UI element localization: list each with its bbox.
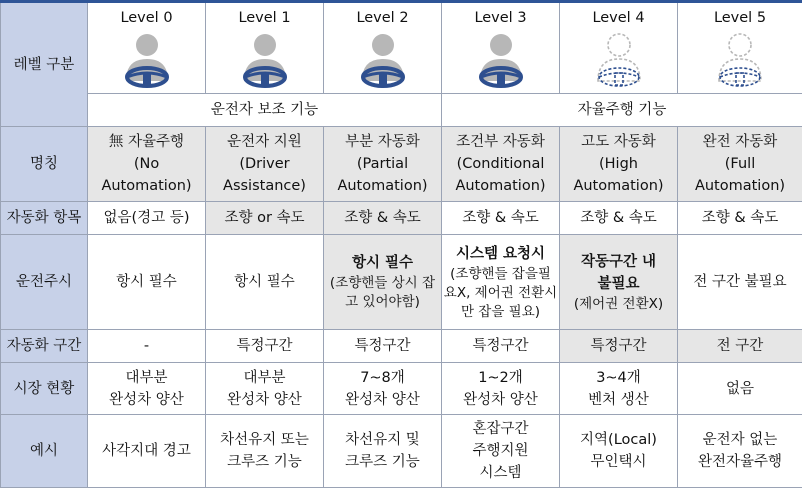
- level-0-cell: [88, 2, 206, 94]
- market-line: 대부분: [207, 367, 322, 389]
- row-header-attention: 운전주시: [1, 235, 88, 330]
- driver-hands-on-wheel-icon: [117, 31, 177, 89]
- auto-section-cell: 전 구간: [678, 330, 802, 363]
- name-cell-5: [678, 127, 802, 202]
- auto-section-cell: 특정구간: [206, 330, 324, 363]
- auto-item-cell: 조향 & 속도: [324, 202, 442, 235]
- name-en-2: Automation): [561, 175, 676, 197]
- attention-title: 작동구간 내: [561, 251, 676, 273]
- attention-title: 시스템 요청시: [443, 243, 558, 265]
- example-cell: [560, 415, 678, 488]
- driver-absent-dashed-icon: [710, 31, 770, 89]
- example-line: 지역(Local): [561, 429, 676, 451]
- driver-hands-on-wheel-icon: [235, 31, 295, 89]
- market-line: 벤처 생산: [561, 389, 676, 411]
- level-4-cell: [560, 2, 678, 94]
- market-line: 완성차 양산: [325, 389, 440, 411]
- auto-section-cell: 특정구간: [560, 330, 678, 363]
- name-en-1: (High: [561, 153, 676, 175]
- level-5-cell: [678, 2, 802, 94]
- row-header-name: 명칭: [1, 127, 88, 202]
- level-3-cell: [442, 2, 560, 94]
- attention-cell-0: 항시 필수: [88, 235, 206, 330]
- market-line: 완성차 양산: [443, 389, 558, 411]
- auto-item-cell: 없음(경고 등): [88, 202, 206, 235]
- example-line: 시스템: [443, 462, 558, 484]
- market-cell: [206, 363, 324, 415]
- driver-absent-dashed-icon: [589, 31, 649, 89]
- attention-title: 항시 필수: [325, 252, 440, 274]
- auto-item-cell: 조향 & 속도: [560, 202, 678, 235]
- market-cell: [324, 363, 442, 415]
- name-ko: 운전자 지원: [207, 131, 322, 153]
- attention-cell-2: [324, 235, 442, 330]
- example-line: 무인택시: [561, 451, 676, 473]
- row-header-auto-items: 자동화 항목: [1, 202, 88, 235]
- level-3-label: Level 3: [443, 7, 558, 29]
- attention-cell-4: [560, 235, 678, 330]
- market-line: 없음: [679, 378, 801, 400]
- market-cell: [442, 363, 560, 415]
- row-header-auto-section: 자동화 구간: [1, 330, 88, 363]
- example-line: 운전자 없는: [679, 429, 801, 451]
- example-line: 크루즈 기능: [207, 451, 322, 473]
- level-4-label: Level 4: [561, 7, 676, 29]
- auto-item-cell: 조향 & 속도: [442, 202, 560, 235]
- attention-cell-1: 항시 필수: [206, 235, 324, 330]
- name-en-2: Automation): [325, 175, 440, 197]
- name-en-1: (No: [89, 153, 204, 175]
- level-2-cell: [324, 2, 442, 94]
- level-5-label: Level 5: [679, 7, 801, 29]
- name-ko: 완전 자동화: [679, 131, 801, 153]
- name-en-1: (Driver: [207, 153, 322, 175]
- example-line: 혼잡구간: [443, 418, 558, 440]
- example-line: 차선유지 및: [325, 429, 440, 451]
- name-cell-1: [206, 127, 324, 202]
- example-cell: [442, 415, 560, 488]
- level-2-label: Level 2: [325, 7, 440, 29]
- attention-note-line: 요X, 제어권 전환시: [443, 284, 558, 303]
- auto-section-cell: -: [88, 330, 206, 363]
- attention-cell-3: [442, 235, 560, 330]
- market-cell: [560, 363, 678, 415]
- market-line: 7~8개: [325, 367, 440, 389]
- example-line: 주행지원: [443, 440, 558, 462]
- name-en-2: Automation): [443, 175, 558, 197]
- example-cell: [678, 415, 802, 488]
- name-ko: 無 자율주행: [89, 131, 204, 153]
- attention-title: 불필요: [561, 273, 676, 295]
- example-line: 완전자율주행: [679, 451, 801, 473]
- name-en-1: (Conditional: [443, 153, 558, 175]
- name-ko: 부분 자동화: [325, 131, 440, 153]
- example-cell: [324, 415, 442, 488]
- market-line: 3~4개: [561, 367, 676, 389]
- market-line: 완성차 양산: [89, 389, 204, 411]
- name-en-1: (Partial: [325, 153, 440, 175]
- example-cell: [206, 415, 324, 488]
- name-en-2: Assistance): [207, 175, 322, 197]
- auto-section-cell: 특정구간: [442, 330, 560, 363]
- attention-note-line: (제어권 전환X): [561, 295, 676, 314]
- example-cell: [88, 415, 206, 488]
- name-cell-2: [324, 127, 442, 202]
- group-autonomous: 자율주행 기능: [442, 94, 802, 127]
- name-en-2: Automation): [679, 175, 801, 197]
- attention-note-line: 만 잡을 필요): [443, 303, 558, 322]
- market-cell: [88, 363, 206, 415]
- level-1-cell: [206, 2, 324, 94]
- attention-note-line: 고 있어야함): [325, 293, 440, 312]
- market-line: 대부분: [89, 367, 204, 389]
- name-cell-3: [442, 127, 560, 202]
- attention-cell-5: 전 구간 불필요: [678, 235, 802, 330]
- market-line: 완성차 양산: [207, 389, 322, 411]
- name-cell-4: [560, 127, 678, 202]
- group-assist: 운전자 보조 기능: [88, 94, 442, 127]
- example-line: 차선유지 또는: [207, 429, 322, 451]
- example-line: 사각지대 경고: [89, 440, 204, 462]
- name-en-1: (Full: [679, 153, 801, 175]
- row-header-example: 예시: [1, 415, 88, 488]
- driver-hands-on-wheel-icon: [471, 31, 531, 89]
- driver-hands-on-wheel-icon: [353, 31, 413, 89]
- name-en-2: Automation): [89, 175, 204, 197]
- name-ko: 조건부 자동화: [443, 131, 558, 153]
- name-cell-0: [88, 127, 206, 202]
- market-line: 1~2개: [443, 367, 558, 389]
- auto-item-cell: 조향 & 속도: [678, 202, 802, 235]
- market-cell: [678, 363, 802, 415]
- name-ko: 고도 자동화: [561, 131, 676, 153]
- attention-note-line: (조향핸들 잡을필: [443, 265, 558, 284]
- example-line: 크루즈 기능: [325, 451, 440, 473]
- row-header-market: 시장 현황: [1, 363, 88, 415]
- auto-section-cell: 특정구간: [324, 330, 442, 363]
- row-header-level: 레벨 구분: [1, 2, 88, 127]
- level-0-label: Level 0: [89, 7, 204, 29]
- auto-item-cell: 조향 or 속도: [206, 202, 324, 235]
- attention-note-line: (조향핸들 상시 잡: [325, 274, 440, 293]
- level-1-label: Level 1: [207, 7, 322, 29]
